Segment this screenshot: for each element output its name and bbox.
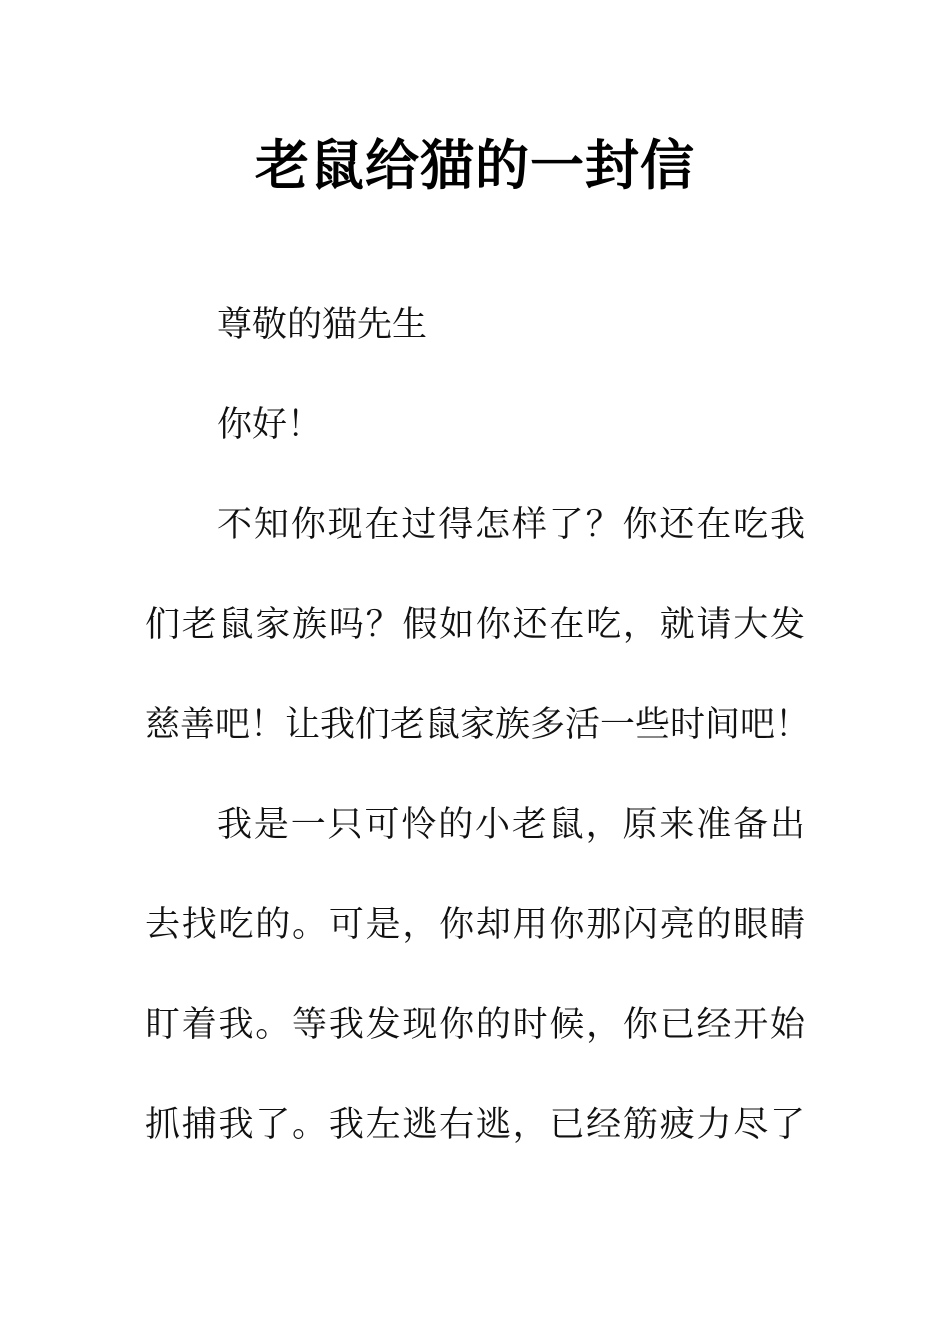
paragraph-line: 不知你现在过得怎样了？你还在吃我	[217, 505, 805, 545]
salutation: 尊敬的猫先生	[217, 305, 428, 345]
greeting: 你好！	[217, 405, 323, 445]
paragraph-line: 盯着我。等我发现你的时候，你已经开始	[145, 1005, 805, 1045]
paragraph-line: 抓捕我了。我左逃右逃，已经筋疲力尽了	[145, 1105, 805, 1145]
paragraph-line: 慈善吧！让我们老鼠家族多活一些时间吧！	[145, 705, 811, 745]
document-title: 老鼠给猫的一封信	[255, 134, 695, 197]
paragraph-line: 们老鼠家族吗？假如你还在吃，就请大发	[145, 605, 805, 645]
paragraph-line: 去找吃的。可是，你却用你那闪亮的眼睛	[145, 905, 805, 945]
paragraph-line: 我是一只可怜的小老鼠，原来准备出	[217, 805, 805, 845]
